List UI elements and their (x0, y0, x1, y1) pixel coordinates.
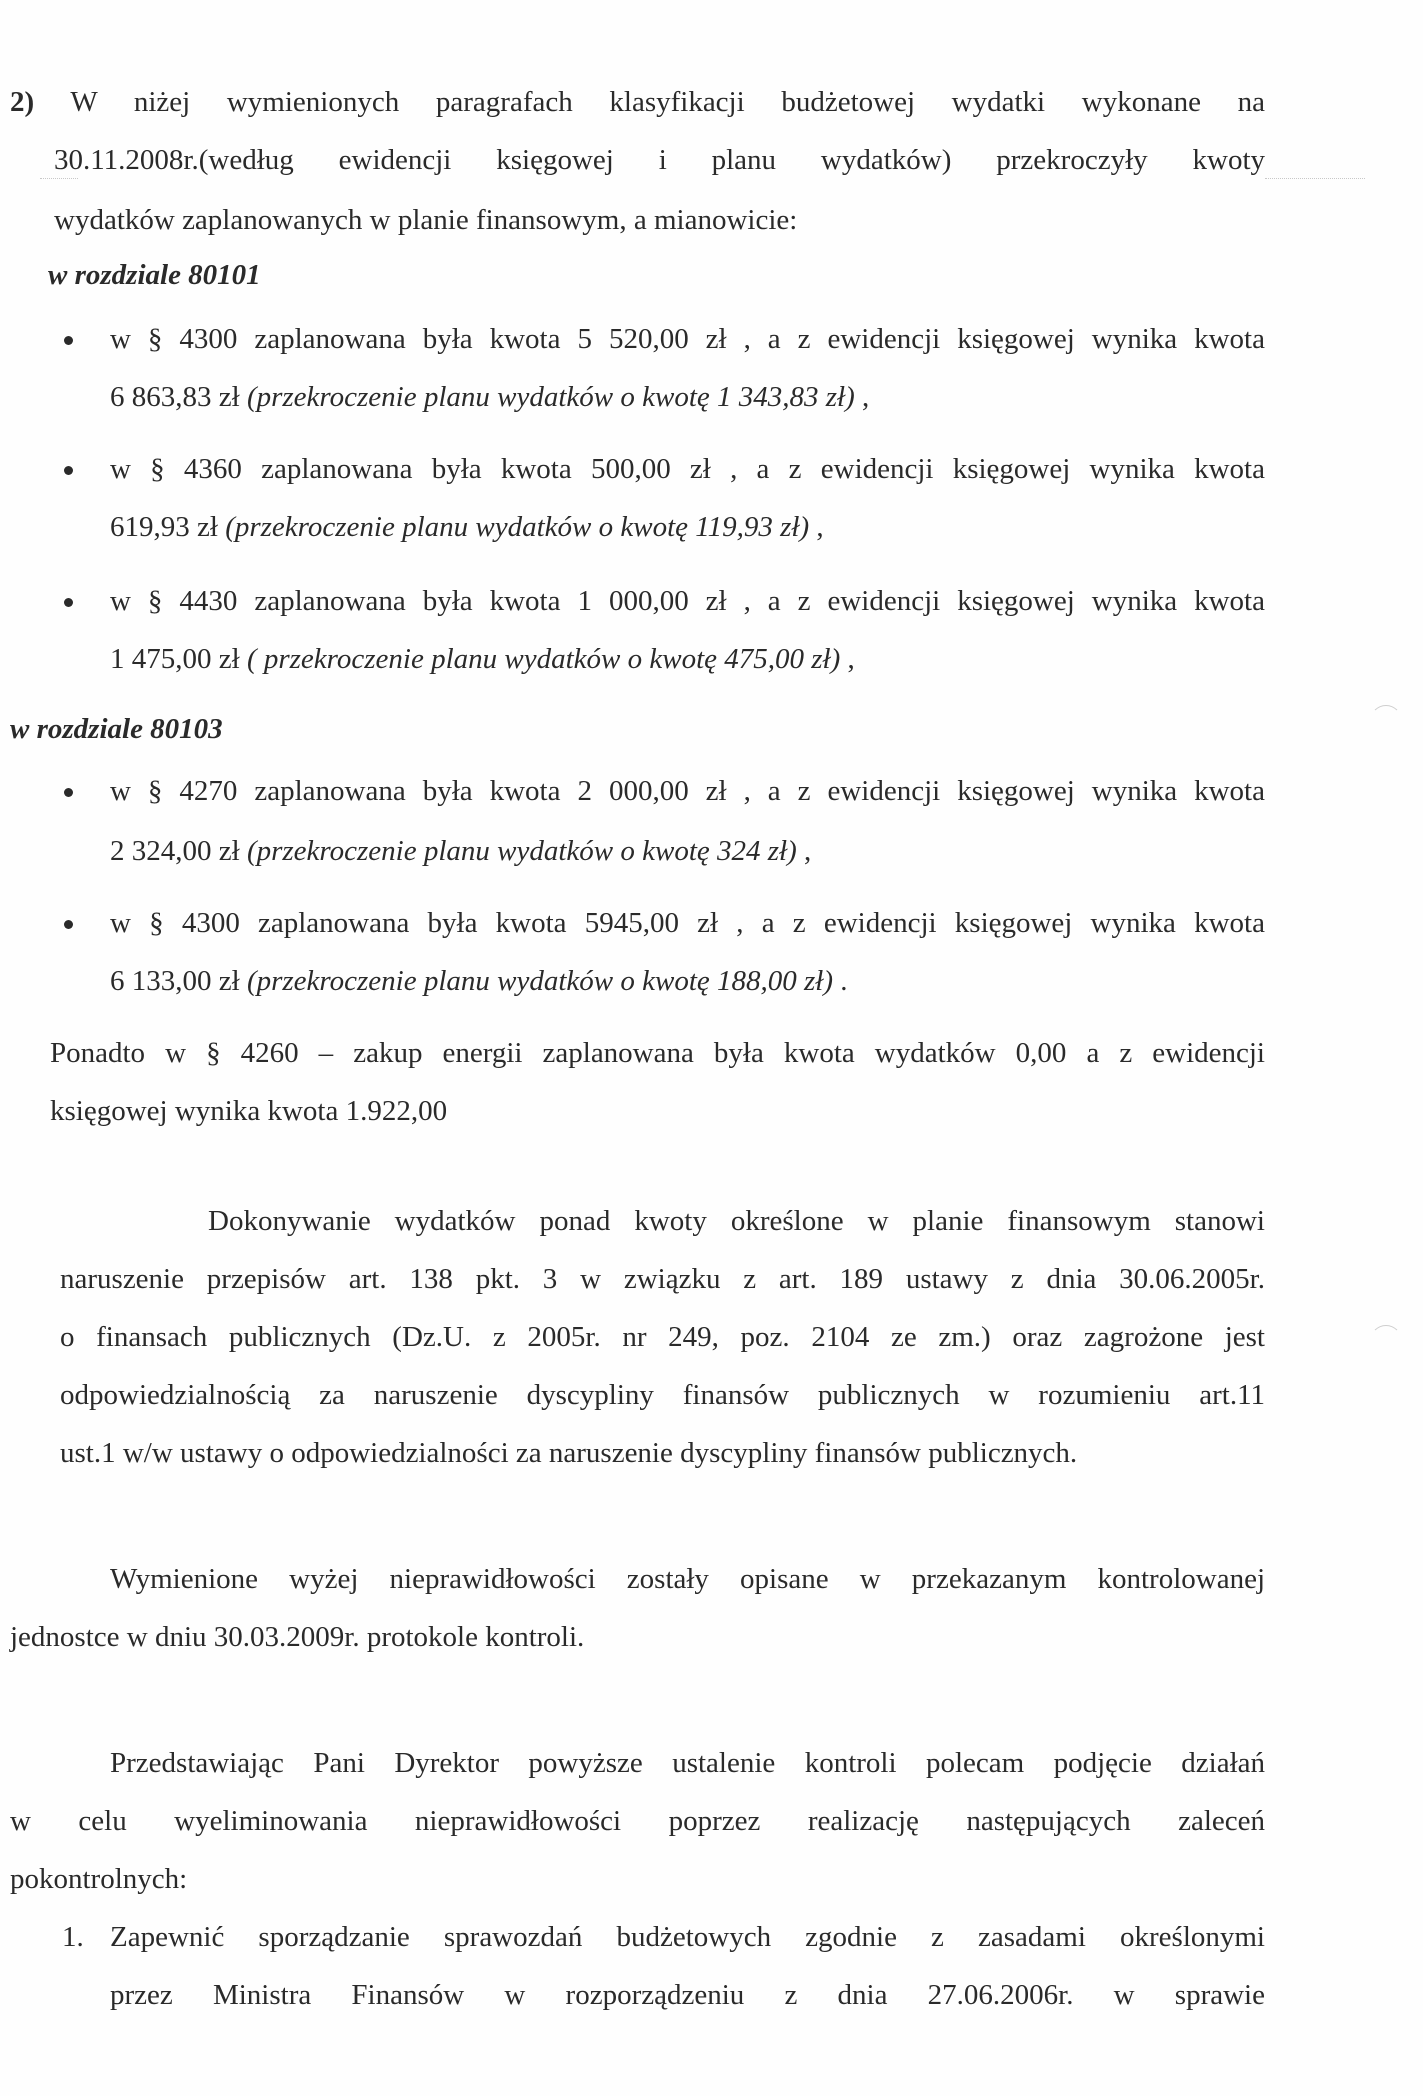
protocol-line-2: jednostce w dniu 30.03.2009r. protokole kontroli. (10, 1621, 585, 1653)
scan-artifact (1265, 178, 1365, 180)
bullet-icon (64, 598, 73, 607)
actual-amount: 6 863,83 zł (110, 381, 247, 413)
actual-amount: 1 475,00 zł (110, 643, 247, 675)
bullet-icon (64, 336, 73, 345)
scan-artifact (1370, 705, 1402, 737)
violation-line-2: naruszenie przepisów art. 138 pkt. 3 w związku z art. 189 ustawy z dnia 30.06.2005r. (60, 1263, 1265, 1295)
overrun-note: ( przekroczenie planu wydatków o kwotę 475,00 zł) (246, 643, 841, 675)
expense-item-detail: 6 863,83 zł (przekroczenie planu wydatków o kwotę 1 343,83 zł) , (110, 381, 870, 413)
recommendations-line-3: pokontrolnych: (10, 1863, 188, 1895)
actual-amount: 2 324,00 zł (110, 835, 247, 867)
additional-line-2: księgowej wynika kwota 1.922,00 (50, 1095, 448, 1127)
overrun-note: (przekroczenie planu wydatków o kwotę 1 343,83 zł) (246, 381, 855, 413)
expense-item-detail: 6 133,00 zł (przekroczenie planu wydatków o kwotę 188,00 zł) . (110, 965, 848, 997)
expense-item-line: w § 4300 zaplanowana była kwota 5945,00 zł , a z ewidencji księgowej wynika kwota (110, 907, 1265, 939)
recommendations-line-1: Przedstawiając Pani Dyrektor powyższe ustalenie kontroli polecam podjęcie działań (110, 1747, 1265, 1779)
expense-item-line: w § 4300 zaplanowana była kwota 5 520,00 zł , a z ewidencji księgowej wynika kwota (110, 323, 1265, 355)
bullet-icon (64, 920, 73, 929)
recommendations-line-2: w celu wyeliminowania nieprawidłowości poprzez realizację następujących zaleceń (10, 1805, 1265, 1837)
overrun-note: (przekroczenie planu wydatków o kwotę 188,00 zł) (246, 965, 834, 997)
expense-item-line: w § 4270 zaplanowana była kwota 2 000,00 zł , a z ewidencji księgowej wynika kwota (110, 775, 1265, 807)
intro-line-2: 30.11.2008r.(według ewidencji księgowej i planu wydatków) przekroczyły kwoty (54, 144, 1265, 176)
intro-text: W niżej wymienionych paragrafach klasyfikacji budżetowej wydatki wykonane na (70, 86, 1265, 118)
violation-line-3: o finansach publicznych (Dz.U. z 2005r. nr 249, poz. 2104 ze zm.) oraz zagrożone jest (60, 1321, 1265, 1353)
expense-item-detail: 1 475,00 zł ( przekroczenie planu wydatków o kwotę 475,00 zł) , (110, 643, 855, 675)
intro-number: 2) (10, 86, 35, 118)
actual-amount: 6 133,00 zł (110, 965, 247, 997)
scan-artifact (40, 178, 78, 180)
section-heading-80103: w rozdziale 80103 (10, 713, 223, 745)
expense-item-line: w § 4360 zaplanowana była kwota 500,00 zł , a z ewidencji księgowej wynika kwota (110, 453, 1265, 485)
expense-item-detail: 2 324,00 zł (przekroczenie planu wydatków o kwotę 324 zł) , (110, 835, 812, 867)
violation-line-4: odpowiedzialnością za naruszenie dyscypliny finansów publicznych w rozumieniu art.11 (60, 1379, 1265, 1411)
overrun-note: (przekroczenie planu wydatków o kwotę 119,93 zł) (225, 511, 810, 543)
scan-artifact (1370, 1325, 1402, 1357)
bullet-icon (64, 788, 73, 797)
recommendation-line-2: przez Ministra Finansów w rozporządzeniu z dnia 27.06.2006r. w sprawie (110, 1979, 1265, 2011)
intro-line-1 (10, 85, 1265, 119)
bullet-icon (64, 466, 73, 475)
section-heading-80101: w rozdziale 80101 (48, 259, 261, 291)
violation-line-1: Dokonywanie wydatków ponad kwoty określone w planie finansowym stanowi (208, 1205, 1265, 1237)
expense-item-line: w § 4430 zaplanowana była kwota 1 000,00 zł , a z ewidencji księgowej wynika kwota (110, 585, 1265, 617)
recommendation-number: 1. (62, 1921, 84, 1953)
expense-item-detail: 619,93 zł (przekroczenie planu wydatków o kwotę 119,93 zł) , (110, 511, 824, 543)
violation-line-5: ust.1 w/w ustawy o odpowiedzialności za naruszenie dyscypliny finansów publicznych. (60, 1437, 1078, 1469)
additional-line-1: Ponadto w § 4260 – zakup energii zaplanowana była kwota wydatków 0,00 a z ewidencji (50, 1037, 1265, 1069)
overrun-note: (przekroczenie planu wydatków o kwotę 324 zł) (246, 835, 797, 867)
recommendation-line-1: Zapewnić sporządzanie sprawozdań budżetowych zgodnie z zasadami określonymi (110, 1921, 1265, 1953)
actual-amount: 619,93 zł (110, 511, 226, 543)
intro-line-3: wydatków zaplanowanych w planie finansowym, a mianowicie: (54, 204, 798, 236)
protocol-line-1: Wymienione wyżej nieprawidłowości zostały opisane w przekazanym kontrolowanej (110, 1563, 1265, 1595)
